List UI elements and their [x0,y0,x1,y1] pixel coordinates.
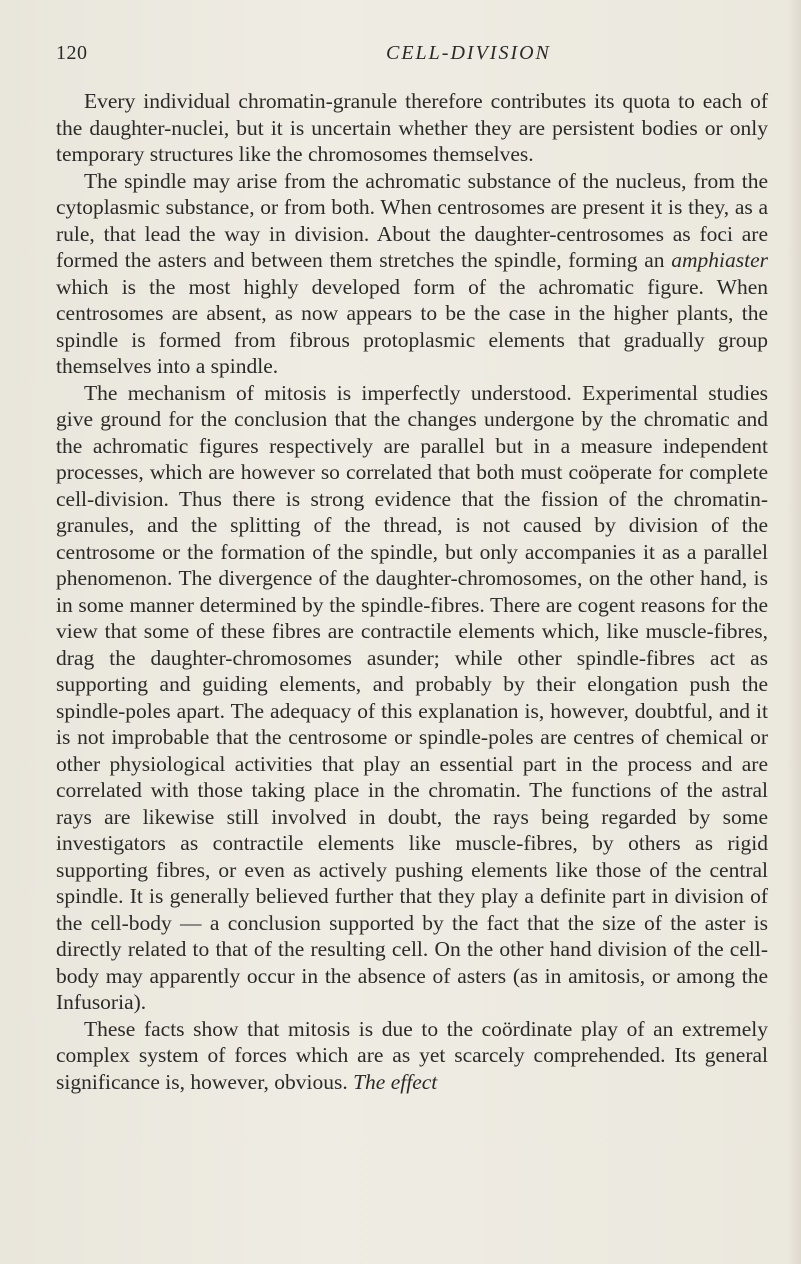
paragraph-4-text-a: These facts show that mitosis is due to the coördinate play of an extremely complex system of forces which are as yet scarcely comprehended. Its general significance is, however, obvious. [56,1016,768,1094]
running-head: CELL-DIVISION [386,42,551,64]
paragraph-3-text: The mechanism of mitosis is imperfectly understood. Experimental studies give ground for the conclusion that the changes undergone by the chromatic and the achromatic figures respectively are parallel but in a measure independent processes, which are however so correlated that both must coöperate for complete cell-division. Thus there is strong evidence that the fission of the chromatin-granules, and the splitting of the thread, is not caused by division of the centrosome or the formation of the spindle, but only accompanies it as a parallel phenomenon. The divergence of the daughter-chromosomes, on the other hand, is in some manner determined by the spindle-fibres. There are cogent reasons for the view that some of these fibres are contractile elements which, like muscle-fibres, drag the daughter-chromosomes asunder; while other spindle-fibres act as supporting and guiding elements, and probably by their elongation push the spindle-poles apart. The adequacy of this explanation is, however, doubtful, and it is not improbable that the centrosome or spindle-poles are centres of chemical or other physiological activities that play an essential part in the process and are correlated with those taking place in the chromatin. The functions of the astral rays are likewise still involved in doubt, the rays being regarded by some investigators as contractile elements like muscle-fibres, by others as rigid supporting fibres, or even as actively pushing elements like those of the central spindle. It is generally believed further that they play a definite part in division of the cell-body — a conclusion supported by the fact that the size of the aster is directly related to that of the resulting cell. On the other hand division of the cell-body may apparently occur in the absence of asters (as in amitosis, or among the Infusoria). [56,380,768,1014]
paragraph-2-text-a: The spindle may arise from the achromatic substance of the nucleus, from the cytoplasmic substance, or from both. When centrosomes are present it is they, as a rule, that lead the way in division. About the daughter-centrosomes as foci are formed the asters and between them stretches the spindle, forming an [56,168,768,272]
paragraph-2 [56,168,768,380]
paragraph-2-text-b: which is the most highly developed form of the achromatic figure. When centrosomes are absent, as now appears to be the case in the higher plants, the spindle is formed from fibrous protoplasmic elements that gradually group themselves into a spindle. [56,274,768,378]
paragraph-2-emphasis: amphiaster [671,248,768,272]
paragraph-1 [56,88,768,168]
paragraph-4-emphasis: The effect [353,1069,438,1094]
paragraph-3 [56,380,768,1016]
paragraph-1-text: Every individual chromatin-granule therefore contributes its quota to each of the daughter-nuclei, but it is uncertain whether they are persistent bodies or only temporary structures like the chromosomes themselves. [56,89,768,166]
body-text [56,88,768,1095]
paragraph-4 [56,1016,768,1096]
page-number: 120 [56,42,88,64]
page-header [56,42,761,72]
page-edge-shadow [787,0,801,1264]
